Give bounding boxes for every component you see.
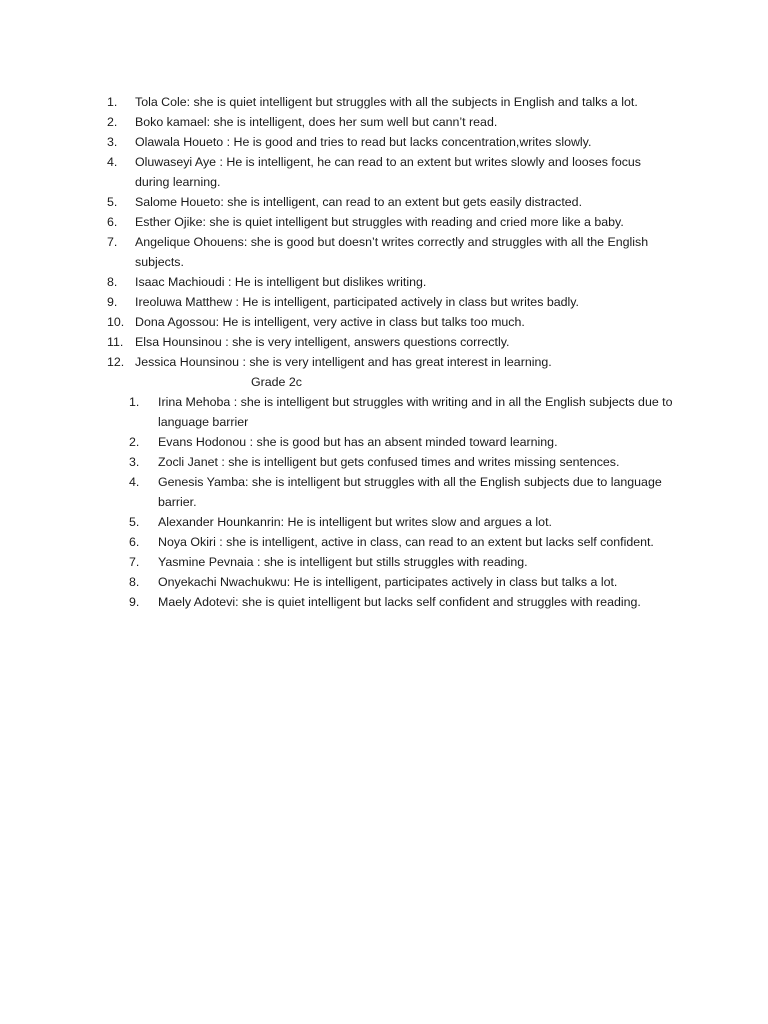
item-text: Elsa Hounsinou : she is very intelligent, answers questions correctly. [135, 335, 510, 349]
item-number: 6. [129, 535, 140, 549]
list-item [129, 572, 679, 592]
item-number: 7. [107, 235, 118, 249]
item-number: 11. [107, 335, 124, 349]
item-text: Evans Hodonou : she is good but has an absent minded toward learning. [158, 435, 558, 449]
item-text: Noya Okiri : she is intelligent, active in class, can read to an extent but lacks self confident. [158, 535, 654, 549]
item-number: 3. [107, 135, 118, 149]
item-text: Zocli Janet : she is intelligent but gets confused times and writes missing sentences. [158, 455, 620, 469]
item-text: Jessica Hounsinou : she is very intelligent and has great interest in learning. [135, 355, 552, 369]
list-item [129, 512, 679, 532]
item-text: Onyekachi Nwachukwu: He is intelligent, participates actively in class but talks a lot. [158, 575, 618, 589]
list-item [129, 532, 679, 552]
item-number: 1. [107, 95, 118, 109]
item-text: Olawala Houeto : He is good and tries to read but lacks concentration,writes slowly. [135, 135, 592, 149]
list-item [107, 152, 667, 192]
list-item [107, 232, 667, 272]
item-number: 4. [129, 475, 140, 489]
grade-heading: Grade 2c [251, 375, 302, 389]
list-item [129, 432, 679, 452]
item-text: Irina Mehoba : she is intelligent but struggles with writing and in all the English subjects due to language barrier [158, 395, 673, 429]
item-number: 3. [129, 455, 140, 469]
item-number: 7. [129, 555, 140, 569]
list-item [107, 132, 667, 152]
list-item [129, 552, 679, 572]
item-text: Tola Cole: she is quiet intelligent but struggles with all the subjects in English and talks a lot. [135, 95, 638, 109]
item-number: 5. [129, 515, 140, 529]
item-text: Maely Adotevi: she is quiet intelligent but lacks self confident and struggles with reading. [158, 595, 641, 609]
item-number: 2. [107, 115, 118, 129]
item-text: Yasmine Pevnaia : she is intelligent but stills struggles with reading. [158, 555, 528, 569]
item-number: 5. [107, 195, 118, 209]
list-item [107, 312, 667, 332]
item-text: Esther Ojike: she is quiet intelligent but struggles with reading and cried more like a baby. [135, 215, 624, 229]
list-item [129, 472, 679, 512]
item-number: 10. [107, 315, 125, 329]
item-text: Genesis Yamba: she is intelligent but struggles with all the English subjects due to language barrier. [158, 475, 662, 509]
list-item [107, 292, 667, 312]
item-text: Dona Agossou: He is intelligent, very active in class but talks too much. [135, 315, 525, 329]
list-item [107, 92, 667, 112]
item-number: 4. [107, 155, 118, 169]
list-item [107, 272, 667, 292]
item-number: 9. [107, 295, 118, 309]
student-list-one [107, 92, 667, 372]
item-text: Boko kamael: she is intelligent, does her sum well but cann’t read. [135, 115, 498, 129]
list-item [107, 212, 667, 232]
list-item [107, 332, 667, 352]
item-number: 12. [107, 355, 125, 369]
item-text: Alexander Hounkanrin: He is intelligent but writes slow and argues a lot. [158, 515, 552, 529]
item-number: 8. [129, 575, 140, 589]
item-text: Ireoluwa Matthew : He is intelligent, participated actively in class but writes badly. [135, 295, 579, 309]
item-number: 1. [129, 395, 140, 409]
item-text: Oluwaseyi Aye : He is intelligent, he can read to an extent but writes slowly and looses focus during learning. [135, 155, 641, 189]
list-item [129, 452, 679, 472]
item-text: Isaac Machioudi : He is intelligent but dislikes writing. [135, 275, 427, 289]
list-item [107, 112, 667, 132]
item-text: Salome Houeto: she is intelligent, can read to an extent but gets easily distracted. [135, 195, 583, 209]
item-number: 6. [107, 215, 118, 229]
list-item [107, 192, 667, 212]
student-list-two [129, 392, 679, 612]
item-number: 8. [107, 275, 118, 289]
list-item [129, 592, 679, 612]
list-item [129, 392, 679, 432]
item-text: Angelique Ohouens: she is good but doesn’t writes correctly and struggles with all the English subjects. [135, 235, 649, 269]
list-item [107, 352, 667, 372]
item-number: 9. [129, 595, 140, 609]
item-number: 2. [129, 435, 140, 449]
